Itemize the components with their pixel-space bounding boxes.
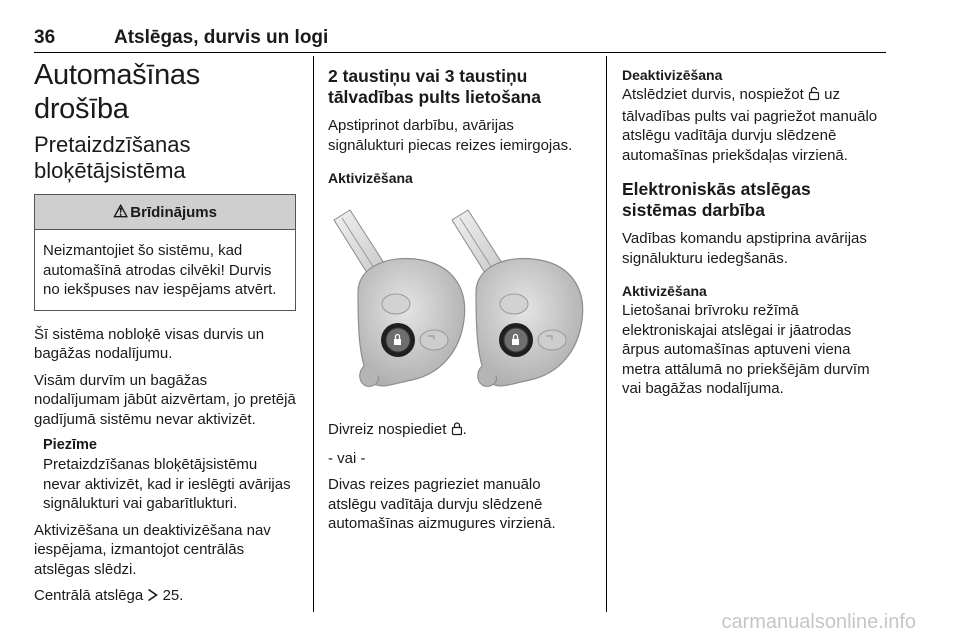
paragraph: Lietošanai brīvroku režīmā elektroniskajai atslēgai ir jāatrodas ārpus automašīnas aptuveni viena metra attālumā no priekšējām durvīm vai bagāžas nodalījuma.	[622, 302, 870, 397]
page-header	[34, 20, 886, 53]
note-text: Pretaizdzīšanas bloķētājsistēmu nevar aktivizēt, kad ir ieslēgti avārijas signālukturi vai gabarītlukturi.	[43, 456, 291, 512]
warning-title: Brīdinājums	[130, 203, 217, 221]
cross-reference-page: 25.	[162, 587, 184, 604]
paragraph	[622, 85, 886, 165]
note-title: Piezīme	[43, 437, 97, 453]
remote-key-left	[334, 210, 465, 386]
column-3	[622, 56, 886, 406]
or-separator: - vai -	[328, 449, 366, 467]
unlock-instruction-start: Atslēdziet durvis, nospiežot	[622, 86, 804, 103]
column-1	[34, 56, 296, 615]
chapter-title: Atslēgas, durvis un logi	[114, 27, 329, 48]
subsection-title-line2: bloķētājsistēma	[34, 158, 186, 183]
column-divider	[606, 56, 607, 612]
paragraph: Divreiz nospiediet .	[328, 420, 590, 442]
activation-title: Aktivizēšana	[328, 170, 413, 186]
lock-icon	[451, 421, 463, 442]
subsection-title	[34, 132, 296, 184]
cross-reference	[34, 586, 296, 608]
paragraph: Divas reizes pagrieziet manuālo atslēgu vadītāja durvju slēdzenē automašīnas aizmugures virzienā.	[328, 476, 556, 532]
column-divider	[313, 56, 314, 612]
watermark: carmanualsonline.info	[721, 611, 916, 633]
paragraph: Vadības komandu apstiprina avārijas signālukturu iedegšanās.	[622, 230, 867, 267]
subsection-title-line1: Pretaizdzīšanas	[34, 132, 191, 157]
page-number: 36	[34, 27, 56, 48]
paragraph: Apstiprinot darbību, avārijas signālukturi piecas reizes iemirgojas.	[328, 117, 573, 154]
activation-title: Aktivizēšana	[622, 283, 707, 299]
unlock-icon	[808, 86, 820, 107]
deactivation-title: Deaktivizēšana	[622, 67, 723, 83]
remote-keys-illustration	[328, 196, 592, 408]
paragraph: Šī sistēma nobloķē visas durvis un bagāžas nodalījumu.	[34, 325, 265, 362]
remote-key-right	[452, 210, 583, 386]
section-title: Automašīnas drošība	[34, 59, 200, 125]
paragraph: Visām durvīm un bagāžas nodalījumam jābūt aizvērtam, jo pretējā gadījumā sistēmu nevar aktivizēt.	[34, 371, 296, 428]
warning-header	[35, 195, 295, 230]
note-block	[34, 436, 296, 514]
warning-text: Neizmantojiet šo sistēmu, kad automašīnā atrodas cilvēki! Durvis no iekšpuses nav iespējams atvērt.	[43, 242, 277, 298]
section-heading: 2 taustiņu vai 3 taustiņu tālvadības pults lietošana	[328, 66, 541, 107]
press-instruction: Divreiz nospiediet	[328, 421, 447, 438]
cross-reference-text: Centrālā atslēga	[34, 587, 144, 604]
column-2	[328, 56, 590, 541]
warning-icon: ⚠	[113, 202, 129, 221]
warning-box	[34, 194, 296, 311]
arrow-reference-icon	[147, 588, 158, 608]
paragraph: Aktivizēšana un deaktivizēšana nav iespējama, izmantojot centrālās atslēgas slēdzi.	[34, 521, 271, 578]
section-heading: Elektroniskās atslēgas sistēmas darbība	[622, 179, 811, 220]
unlock-instruction-end: uz tālvadības pults vai pagriežot manuālo atslēgu vadītāja durvju slēdzenē automašīnas priekšdaļas virzienā.	[622, 86, 878, 164]
